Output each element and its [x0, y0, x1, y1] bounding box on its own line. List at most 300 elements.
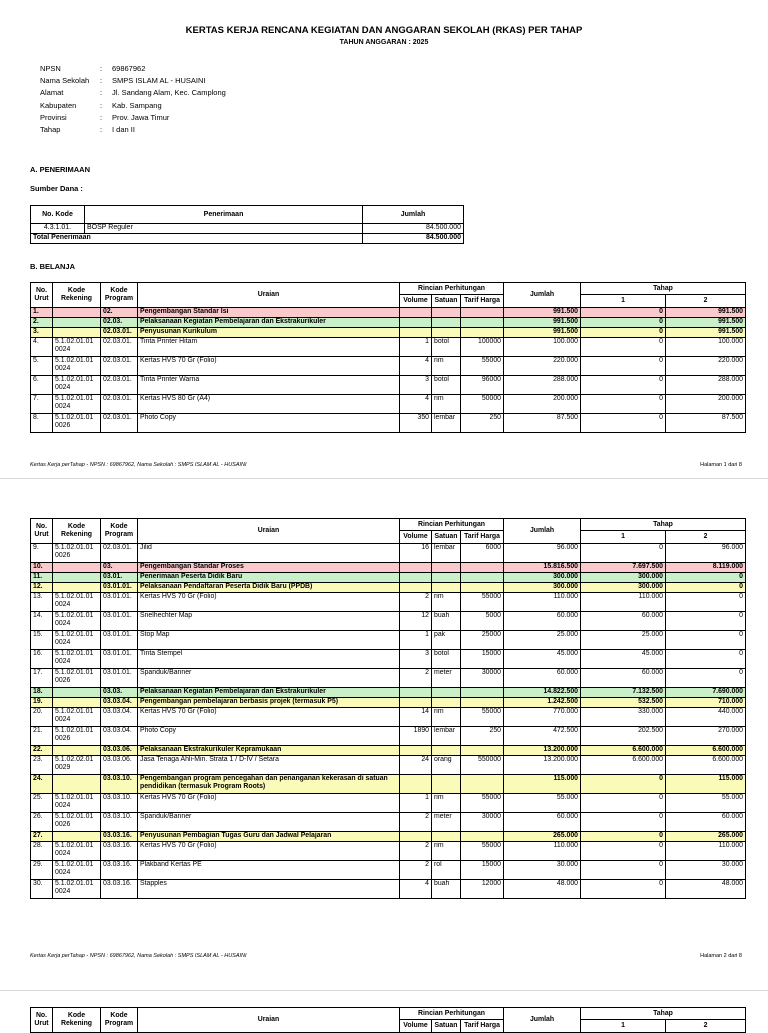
table-header-row: [31, 519, 746, 531]
info-row: [40, 113, 226, 125]
uraian-cell: Snelhechter Map: [138, 612, 400, 631]
volume-cell: 2: [400, 842, 432, 861]
tahap-1-cell: 0: [581, 376, 666, 395]
rekening-cell: 5.1.02.01.01 0024: [53, 842, 101, 861]
page-number: Halaman 2 dari 8: [700, 953, 742, 959]
tarif-cell: [461, 308, 504, 318]
info-colon: :: [100, 100, 103, 110]
tarif-cell: [461, 573, 504, 583]
volume-cell: [400, 318, 432, 328]
volume-cell: 1890: [400, 727, 432, 746]
info-value: SMPS ISLAM AL - HUSAINI: [112, 76, 206, 86]
table-row: [31, 593, 746, 612]
info-colon: :: [100, 88, 103, 98]
tahap-1-cell: 25.000: [581, 631, 666, 650]
page-1: [0, 0, 768, 478]
group-row: [31, 698, 746, 708]
page-3: [0, 990, 768, 1029]
rekening-cell: [53, 688, 101, 698]
rekening-cell: 5.1.02.01.01 0026: [53, 414, 101, 433]
table-row: [31, 631, 746, 650]
rekening-cell: 5.1.02.01.01 0024: [53, 612, 101, 631]
tahap-2-cell: 6.600.000: [666, 746, 746, 756]
col-program-header: Kode Program: [101, 283, 138, 308]
volume-cell: [400, 698, 432, 708]
group-row: [31, 775, 746, 794]
uraian-cell: Stapples: [138, 880, 400, 899]
col-program-header: Kode Program: [101, 1008, 138, 1033]
tahap-2-cell: 6.600.000: [666, 756, 746, 775]
program-cell: 03.03.16.: [101, 832, 138, 842]
program-cell: 02.03.01.: [101, 544, 138, 563]
no-cell: 29.: [31, 861, 53, 880]
program-cell: 03.03.16.: [101, 861, 138, 880]
program-cell: 03.03.16.: [101, 842, 138, 861]
col-rekening-header: Kode Rekening: [53, 283, 101, 308]
table-row: [31, 650, 746, 669]
col-tarif-header: Tarif Harga: [461, 1020, 504, 1033]
info-row: [40, 88, 226, 100]
no-cell: 10.: [31, 563, 53, 573]
tarif-cell: 12000: [461, 880, 504, 899]
group-row: [31, 688, 746, 698]
group-row: [31, 583, 746, 593]
tahap-2-cell: 710.000: [666, 698, 746, 708]
program-cell: 03.01.01.: [101, 650, 138, 669]
table-row: [31, 544, 746, 563]
page-number: Halaman 1 dari 8: [700, 462, 742, 468]
penerimaan-heading: A. PENERIMAAN: [30, 165, 91, 174]
no-cell: 25.: [31, 794, 53, 813]
satuan-cell: [432, 318, 461, 328]
col-rincian-header: Rincian Perhitungan: [400, 1008, 504, 1020]
uraian-cell: Jasa Tenaga Ahli-Min. Strata 1 / D-IV / Setara: [138, 756, 400, 775]
no-cell: 7.: [31, 395, 53, 414]
tahap-1-cell: 6.600.000: [581, 756, 666, 775]
jumlah-cell: 265.000: [504, 832, 581, 842]
tahap-1-cell: 0: [581, 414, 666, 433]
tahap-2-cell: 30.000: [666, 861, 746, 880]
rekening-cell: [53, 573, 101, 583]
tahap-2-cell: 991.500: [666, 318, 746, 328]
jumlah-cell: 110.000: [504, 593, 581, 612]
col-no-header: No. Urut: [31, 283, 53, 308]
no-cell: 6.: [31, 376, 53, 395]
uraian-cell: Stop Map: [138, 631, 400, 650]
info-colon: :: [100, 64, 103, 73]
tahap-1-cell: 0: [581, 813, 666, 832]
table-row: [31, 756, 746, 775]
no-cell: 16.: [31, 650, 53, 669]
table-row: [31, 669, 746, 688]
program-cell: 03.03.16.: [101, 880, 138, 899]
tahap-1-cell: 532.500: [581, 698, 666, 708]
tahap-2-cell: 100.000: [666, 338, 746, 357]
program-cell: 03.01.01.: [101, 631, 138, 650]
tarif-cell: 50000: [461, 395, 504, 414]
volume-cell: 3: [400, 376, 432, 395]
tahap-2-cell: 87.500: [666, 414, 746, 433]
program-cell: 02.03.01.: [101, 328, 138, 338]
col-satuan-header: Satuan: [432, 531, 461, 544]
table-row: [31, 727, 746, 746]
rekening-cell: 5.1.02.01.01 0024: [53, 861, 101, 880]
table-row: [31, 414, 746, 433]
tarif-cell: 55000: [461, 357, 504, 376]
satuan-cell: botol: [432, 376, 461, 395]
tarif-cell: 30000: [461, 813, 504, 832]
tahap-1-cell: 0: [581, 544, 666, 563]
col-jumlah-header: Jumlah: [504, 1008, 581, 1033]
no-cell: 4.: [31, 338, 53, 357]
volume-cell: [400, 775, 432, 794]
col-tarif-header: Tarif Harga: [461, 295, 504, 308]
program-cell: 02.03.01.: [101, 376, 138, 395]
belanja-body-page-1: [31, 308, 746, 433]
volume-cell: [400, 832, 432, 842]
program-cell: 02.03.01.: [101, 395, 138, 414]
table-header-row: [31, 283, 746, 295]
tarif-cell: 100000: [461, 338, 504, 357]
jumlah-cell: 45.000: [504, 650, 581, 669]
no-cell: 13.: [31, 593, 53, 612]
tahap-2-cell: 96.000: [666, 544, 746, 563]
tarif-cell: 25000: [461, 631, 504, 650]
col-uraian-header: Uraian: [138, 519, 400, 544]
col-tahap-1-header: 1: [581, 295, 666, 308]
no-cell: 19.: [31, 698, 53, 708]
info-row: [40, 125, 226, 137]
tahap-1-cell: 6.600.000: [581, 746, 666, 756]
rekening-cell: 5.1.02.01.01 0024: [53, 650, 101, 669]
document-subtitle: TAHUN ANGGARAN : 2025: [339, 39, 429, 46]
uraian-cell: Photo Copy: [138, 727, 400, 746]
satuan-cell: lembar: [432, 414, 461, 433]
group-row: [31, 746, 746, 756]
uraian-cell: Pengembangan program pencegahan dan penanganan kekerasan di satuan pendidikan (termasuk Program Roots): [138, 775, 400, 794]
jumlah-cell: 770.000: [504, 708, 581, 727]
col-jumlah-header: Jumlah: [504, 283, 581, 308]
tarif-cell: [461, 583, 504, 593]
satuan-cell: lembar: [432, 727, 461, 746]
page-footer: [30, 462, 742, 468]
rekening-cell: [53, 318, 101, 328]
uraian-cell: Pelaksanaan Ekstrakurikuler Kepramukaan: [138, 746, 400, 756]
no-cell: 2.: [31, 318, 53, 328]
info-value: Kab. Sampang: [112, 100, 162, 110]
table-row: [31, 708, 746, 727]
volume-cell: 1: [400, 338, 432, 357]
col-satuan-header: Satuan: [432, 295, 461, 308]
volume-cell: 4: [400, 357, 432, 376]
volume-cell: 4: [400, 880, 432, 899]
volume-cell: 1: [400, 794, 432, 813]
jumlah-cell: 220.000: [504, 357, 581, 376]
belanja-table-page-2: [30, 518, 746, 899]
uraian-cell: Pengembangan Standar Isi: [138, 308, 400, 318]
volume-cell: 16: [400, 544, 432, 563]
rekening-cell: [53, 563, 101, 573]
no-cell: 26.: [31, 813, 53, 832]
jumlah-cell: 25.000: [504, 631, 581, 650]
no-cell: 8.: [31, 414, 53, 433]
uraian-cell: Tinta Stempel: [138, 650, 400, 669]
jumlah-cell: 48.000: [504, 880, 581, 899]
tahap-1-cell: 60.000: [581, 669, 666, 688]
no-cell: 9.: [31, 544, 53, 563]
tahap-2-cell: 7.690.000: [666, 688, 746, 698]
col-rincian-header: Rincian Perhitungan: [400, 519, 504, 531]
uraian-cell: Pengembangan pembelajaran berbasis projek (termasuk P5): [138, 698, 400, 708]
col-tahap-1-header: 1: [581, 1020, 666, 1033]
col-no-header: No. Urut: [31, 1008, 53, 1033]
satuan-cell: [432, 746, 461, 756]
jumlah-cell: 87.500: [504, 414, 581, 433]
uraian-cell: Tinta Printer Hitam: [138, 338, 400, 357]
no-cell: 1.: [31, 308, 53, 318]
sumber-dana-label: Sumber Dana :: [30, 184, 83, 193]
jumlah-cell: 991.500: [504, 328, 581, 338]
penerimaan-cell: BOSP Reguler: [85, 224, 363, 234]
tarif-cell: 5000: [461, 612, 504, 631]
total-value: 84.500.000: [363, 234, 464, 244]
col-tahap-header: Tahap: [581, 283, 746, 295]
program-cell: 03.01.: [101, 573, 138, 583]
uraian-cell: Penerimaan Peserta Didik Baru: [138, 573, 400, 583]
jumlah-cell: 13.200.000: [504, 746, 581, 756]
col-rekening-header: Kode Rekening: [53, 1008, 101, 1033]
tarif-cell: 55000: [461, 794, 504, 813]
tahap-1-cell: 7.697.500: [581, 563, 666, 573]
tarif-cell: [461, 328, 504, 338]
no-cell: 12.: [31, 583, 53, 593]
group-row: [31, 318, 746, 328]
satuan-cell: orang: [432, 756, 461, 775]
info-label: Alamat: [40, 88, 64, 98]
tarif-cell: 250: [461, 414, 504, 433]
program-cell: 03.03.10.: [101, 794, 138, 813]
jumlah-cell: 30.000: [504, 861, 581, 880]
info-label: Kabupaten: [40, 100, 77, 110]
program-cell: 02.03.: [101, 318, 138, 328]
volume-cell: [400, 328, 432, 338]
col-tahap-2-header: 2: [666, 531, 746, 544]
col-uraian-header: Uraian: [138, 1008, 400, 1033]
rekening-cell: [53, 832, 101, 842]
tahap-2-cell: 0: [666, 631, 746, 650]
tahap-1-cell: 7.132.500: [581, 688, 666, 698]
program-cell: 02.03.01.: [101, 357, 138, 376]
rekening-cell: 5.1.02.02.01 0029: [53, 756, 101, 775]
tahap-2-cell: 60.000: [666, 813, 746, 832]
program-cell: 02.03.01.: [101, 414, 138, 433]
uraian-cell: Pelaksanaan Pendaftaran Peserta Didik Baru (PPDB): [138, 583, 400, 593]
satuan-cell: buah: [432, 612, 461, 631]
tahap-1-cell: 0: [581, 775, 666, 794]
col-rekening-header: Kode Rekening: [53, 519, 101, 544]
tarif-cell: [461, 832, 504, 842]
tahap-2-cell: 0: [666, 669, 746, 688]
tahap-2-cell: 0: [666, 583, 746, 593]
rekening-cell: 5.1.02.01.01 0026: [53, 727, 101, 746]
uraian-cell: Photo Copy: [138, 414, 400, 433]
tarif-cell: 550000: [461, 756, 504, 775]
tahap-1-cell: 60.000: [581, 612, 666, 631]
tahap-1-cell: 0: [581, 318, 666, 328]
col-jumlah-header: Jumlah: [363, 206, 464, 224]
tahap-1-cell: 45.000: [581, 650, 666, 669]
uraian-cell: Kertas HVS 70 Gr (Folio): [138, 357, 400, 376]
info-value: I dan II: [112, 124, 135, 134]
volume-cell: [400, 583, 432, 593]
tahap-2-cell: 440.000: [666, 708, 746, 727]
col-tahap-2-header: 2: [666, 1020, 746, 1033]
rekening-cell: 5.1.02.01.01 0024: [53, 794, 101, 813]
volume-cell: [400, 688, 432, 698]
uraian-cell: Plakband Kertas PE: [138, 861, 400, 880]
tarif-cell: 55000: [461, 842, 504, 861]
table-header-row: [31, 1008, 746, 1020]
tahap-1-cell: 0: [581, 338, 666, 357]
footer-text: Kertas Kerja perTahap - NPSN : 69867962, Nama Sekolah : SMPS ISLAM AL - HUSAINI: [30, 953, 247, 959]
satuan-cell: [432, 563, 461, 573]
tarif-cell: [461, 698, 504, 708]
info-value: Jl. Sandang Alam, Kec. Camplong: [112, 88, 226, 98]
table-row: [31, 880, 746, 899]
col-tahap-header: Tahap: [581, 519, 746, 531]
no-cell: 30.: [31, 880, 53, 899]
jumlah-cell: 991.500: [504, 318, 581, 328]
tahap-1-cell: 0: [581, 842, 666, 861]
volume-cell: 2: [400, 593, 432, 612]
rekening-cell: [53, 583, 101, 593]
no-cell: 11.: [31, 573, 53, 583]
jumlah-cell: 1.242.500: [504, 698, 581, 708]
tahap-2-cell: 265.000: [666, 832, 746, 842]
tahap-1-cell: 330.000: [581, 708, 666, 727]
group-row: [31, 328, 746, 338]
col-no-header: No. Urut: [31, 519, 53, 544]
no-cell: 28.: [31, 842, 53, 861]
satuan-cell: rim: [432, 794, 461, 813]
rekening-cell: [53, 308, 101, 318]
tahap-1-cell: 0: [581, 794, 666, 813]
rekening-cell: [53, 775, 101, 794]
program-cell: 03.: [101, 563, 138, 573]
uraian-cell: Pelaksanaan Kegiatan Pembelajaran dan Ekstrakurikuler: [138, 318, 400, 328]
info-value: 69867962: [112, 64, 146, 73]
rekening-cell: [53, 746, 101, 756]
tahap-1-cell: 0: [581, 308, 666, 318]
volume-cell: 24: [400, 756, 432, 775]
belanja-table-page-3: [30, 1007, 746, 1033]
tahap-2-cell: 220.000: [666, 357, 746, 376]
volume-cell: [400, 563, 432, 573]
tarif-cell: 96000: [461, 376, 504, 395]
volume-cell: 2: [400, 669, 432, 688]
volume-cell: [400, 573, 432, 583]
tarif-cell: [461, 746, 504, 756]
satuan-cell: [432, 573, 461, 583]
volume-cell: 3: [400, 650, 432, 669]
tahap-2-cell: 0: [666, 593, 746, 612]
rekening-cell: 5.1.02.01.01 0024: [53, 631, 101, 650]
volume-cell: 1: [400, 631, 432, 650]
info-colon: :: [100, 112, 103, 122]
jumlah-cell: 991.500: [504, 308, 581, 318]
jumlah-cell: 60.000: [504, 612, 581, 631]
program-cell: 03.03.10.: [101, 813, 138, 832]
col-jumlah-header: Jumlah: [504, 519, 581, 544]
uraian-cell: Kertas HVS 70 Gr (Folio): [138, 708, 400, 727]
tahap-1-cell: 110.000: [581, 593, 666, 612]
no-cell: 5.: [31, 357, 53, 376]
tarif-cell: 55000: [461, 593, 504, 612]
table-row: [31, 338, 746, 357]
col-tahap-1-header: 1: [581, 531, 666, 544]
satuan-cell: buah: [432, 880, 461, 899]
tahap-2-cell: 270.000: [666, 727, 746, 746]
satuan-cell: lembar: [432, 544, 461, 563]
uraian-cell: Spanduk/Banner: [138, 669, 400, 688]
satuan-cell: pak: [432, 631, 461, 650]
satuan-cell: [432, 832, 461, 842]
tahap-1-cell: 0: [581, 395, 666, 414]
rekening-cell: 5.1.02.01.01 0024: [53, 338, 101, 357]
col-program-header: Kode Program: [101, 519, 138, 544]
jumlah-cell: 55.000: [504, 794, 581, 813]
tahap-2-cell: 0: [666, 612, 746, 631]
program-cell: 02.03.01.: [101, 338, 138, 357]
jumlah-cell: 200.000: [504, 395, 581, 414]
tarif-cell: 15000: [461, 650, 504, 669]
tahap-1-cell: 202.500: [581, 727, 666, 746]
table-row: [31, 861, 746, 880]
table-row: [31, 357, 746, 376]
total-row: [31, 234, 464, 244]
group-row: [31, 308, 746, 318]
tarif-cell: 250: [461, 727, 504, 746]
uraian-cell: Penyusunan Kurikulum: [138, 328, 400, 338]
info-value: Prov. Jawa Timur: [112, 112, 170, 122]
rekening-cell: 5.1.02.01.01 0026: [53, 813, 101, 832]
col-penerimaan-header: Penerimaan: [85, 206, 363, 224]
jumlah-cell: 60.000: [504, 669, 581, 688]
satuan-cell: [432, 308, 461, 318]
jumlah-cell: 84.500.000: [363, 224, 464, 234]
no-cell: 23.: [31, 756, 53, 775]
belanja-heading: B. BELANJA: [30, 262, 76, 271]
rekening-cell: 5.1.02.01.01 0024: [53, 593, 101, 612]
tahap-2-cell: 55.000: [666, 794, 746, 813]
jumlah-cell: 60.000: [504, 813, 581, 832]
rekening-cell: 5.1.02.01.01 0026: [53, 544, 101, 563]
col-rincian-header: Rincian Perhitungan: [400, 283, 504, 295]
tahap-1-cell: 0: [581, 357, 666, 376]
tahap-2-cell: 115.000: [666, 775, 746, 794]
table-row: [31, 395, 746, 414]
tahap-2-cell: 48.000: [666, 880, 746, 899]
belanja-body-page-2: [31, 544, 746, 899]
tahap-1-cell: 300.000: [581, 583, 666, 593]
total-label: Total Penerimaan: [31, 234, 363, 244]
volume-cell: 4: [400, 395, 432, 414]
info-row: [40, 64, 226, 76]
jumlah-cell: 96.000: [504, 544, 581, 563]
no-cell: 27.: [31, 832, 53, 842]
tarif-cell: [461, 688, 504, 698]
jumlah-cell: 100.000: [504, 338, 581, 357]
